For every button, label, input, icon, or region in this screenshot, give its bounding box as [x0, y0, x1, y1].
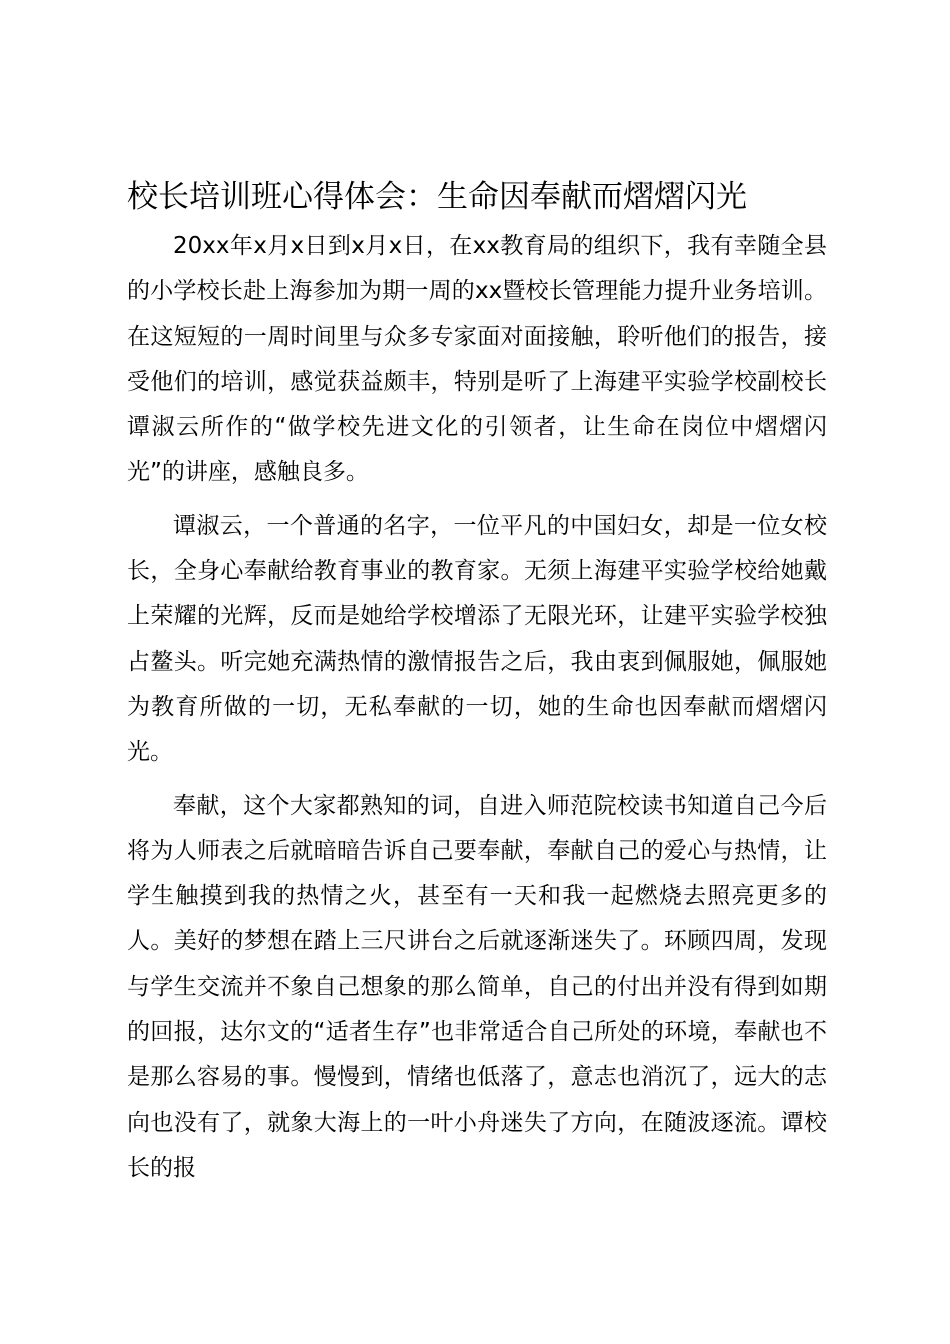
document-page — [127, 172, 827, 1191]
paragraph-3: 奉献，这个大家都熟知的词，自进入师范院校读书知道自己今后将为人师表之后就暗暗告诉自己要奉献，奉献自己的爱心与热情，让学生触摸到我的热情之火，甚至有一天和我一起燃烧去照亮更多的人。美好的梦想在踏上三尺讲台之后就逐渐迷失了。环顾四周，发现与学生交流并不象自己想象的那么简单，自己的付出并没有得到如期的回报，达尔文的“适者生存”也非常适合自己所处的环境，奉献也不是那么容易的事。慢慢到，情绪也低落了，意志也消沉了，远大的志向也没有了，就象大海上的一叶小舟迷失了方向，在随波逐流。谭校长的报 — [127, 792, 827, 1181]
paragraph-1: 20xx年x月x日到x月x日，在xx教育局的组织下，我有幸随全县的小学校长赴上海参加为期一周的xx暨校长管理能力提升业务培训。在这短短的一周时间里与众多专家面对面接触，聆听他们的报告，接受他们的培训，感觉获益颇丰，特别是听了上海建平实验学校副校长谭淑云所作的“做学校先进文化的引领者，让生命在岗位中熠熠闪光”的讲座，感触良多。 — [127, 233, 827, 486]
paragraph-2: 谭淑云，一个普通的名字，一位平凡的中国妇女，却是一位女校长，全身心奉献给教育事业的教育家。无须上海建平实验学校给她戴上荣耀的光辉，反而是她给学校增添了无限光环，让建平实验学校独占鳌头。听完她充满热情的激情报告之后，我由衷到佩服她，佩服她为教育所做的一切，无私奉献的一切，她的生命也因奉献而熠熠闪光。 — [127, 512, 827, 766]
document-title: 校长培训班心得体会：生命因奉献而熠熠闪光 — [127, 179, 747, 215]
